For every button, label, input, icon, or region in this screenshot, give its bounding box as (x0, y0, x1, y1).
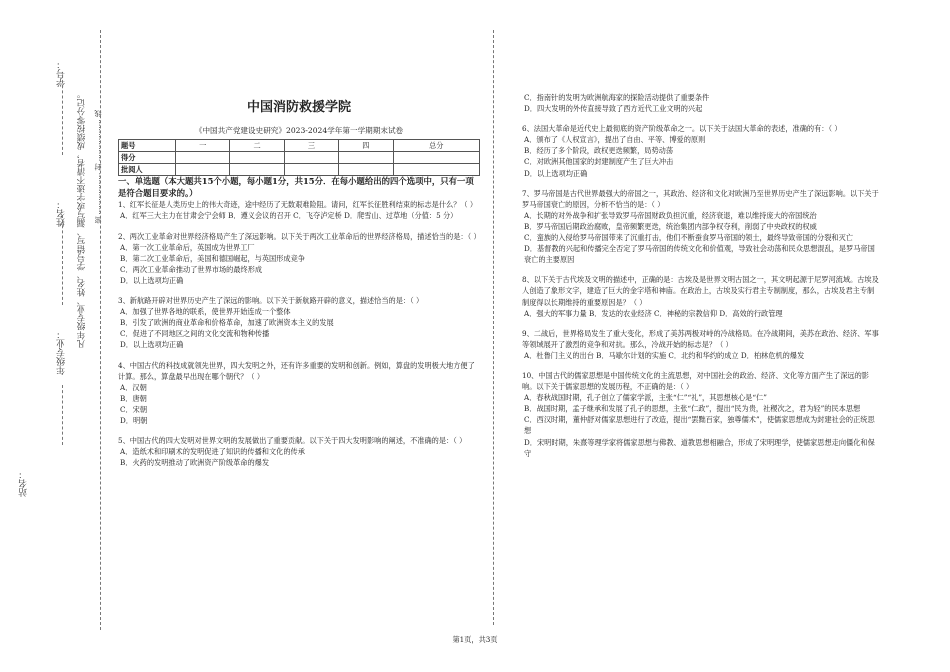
question-option: D．基督教的兴起和传播完全否定了罗马帝国的传统文化和价值观，导致社会动荡和民众思想混乱，是罗马帝国衰亡的主要原因 (524, 244, 875, 265)
question-stem: 9、二战后，世界格局发生了重大变化，形成了美苏两极对峙的冷战格局。在冷战期间，美苏在政治、经济、军事等领域展开了激烈的竞争和对抗。那么，冷战开始的标志是？（ ） (522, 328, 879, 349)
question-option: D．以上选项均正确 (120, 340, 184, 350)
question-option: A．颁布了《人权宣言》，提出了自由、平等、博爱的原则 (524, 135, 706, 145)
question-option: C．两次工业革命推动了世界市场的最终形成 (120, 264, 263, 274)
score-cell[interactable] (284, 164, 338, 176)
left-column (118, 100, 480, 468)
question-option: C．蛮族的入侵给罗马帝国带来了沉重打击，他们不断蚕食罗马帝国的领土，最终导致帝国的分裂和灭亡 (524, 233, 853, 243)
question-option: A．杜鲁门主义的出台 B．马歇尔计划的实施 C．北约和华约的成立 D．柏林危机的爆发 (524, 350, 805, 360)
score-table (118, 139, 480, 176)
question-option: B．罗马帝国后期政治腐败，皇帝频繁更迭，统治集团内部争权夺利，削弱了中央政权的权威 (524, 221, 817, 231)
question-option: B．引发了欧洲的商业革命和价格革命，加速了欧洲资本主义的发展 (120, 318, 334, 328)
score-cell[interactable] (176, 152, 230, 164)
column-divider (493, 30, 494, 625)
seal-line-text: 密 ……………… 封 ……………… 线 (94, 110, 102, 224)
question-option: D．四大发明的外传直接导致了西方近代工业文明的兴起 (524, 104, 703, 114)
question-stem: 1、红军长征是人类历史上的伟大奇迹，途中经历了无数艰难险阻。请问，红军长征胜利结束的标志是什么？（ ） (118, 200, 478, 210)
binding-line-grade (62, 385, 63, 445)
score-head-cell: 三 (284, 140, 338, 152)
question-stem: 4、中国古代的科技成就领先世界，四大发明之外，还有许多重要的发明和创新。例如，算盘的发明极大地方便了计算。那么，算盘最早出现在哪个朝代？（ ） (118, 360, 475, 381)
question-option: A．强大的军事力量 B．发达的农业经济 C．神秘的宗教信仰 D．高效的行政管理 (524, 308, 783, 318)
score-cell[interactable] (339, 152, 393, 164)
score-cell[interactable] (339, 164, 393, 176)
question-option: A．加强了世界各地的联系，使世界开始连成一个整体 (120, 307, 291, 317)
exam-room-label: 站名： (19, 470, 29, 497)
score-head-cell: 题号 (119, 140, 176, 152)
fill-warning: 凡年级专业、姓名、学号错写、漏写或字迹不清者，成绩按零分记。 (77, 90, 87, 348)
binding-line-id (62, 75, 63, 155)
question-option: C．促进了不同地区之间的文化交流和物种传播 (120, 329, 270, 339)
score-head-cell: 四 (339, 140, 393, 152)
section-heading: 一、单选题（本大题共15个小题，每小题1分，共15分．在每小题给出的四个选项中，只有一项是符合题目要求的。） (118, 176, 474, 198)
score-cell[interactable] (284, 152, 338, 164)
question-option: D．以上选项均正确 (524, 168, 588, 178)
question-option: A．红军三大主力在甘肃会宁会师 B．遵义会议的召开 C．飞夺泸定桥 D．爬雪山、过草地（分值：5 分） (120, 211, 458, 221)
score-cell[interactable] (393, 152, 479, 164)
question-option: A．汉朝 (120, 382, 147, 392)
question-option: B．火药的发明推动了欧洲资产阶级革命的爆发 (120, 458, 270, 468)
question-stem: 7、罗马帝国是古代世界最强大的帝国之一，其政治、经济和文化对欧洲乃至世界历史产生了深远影响。以下关于罗马帝国衰亡的原因，分析不恰当的是：（ ） (522, 188, 879, 209)
right-column (522, 92, 880, 459)
question-option: B．战国时期，孟子继承和发展了孔子的思想，主张“仁政”，提出“民为贵，社稷次之，君为轻”的民本思想 (524, 404, 861, 414)
question-option: C．西汉时期，董仲舒对儒家思想进行了改造，提出“罢黜百家，独尊儒术”，使儒家思想成为封建社会的正统思想 (524, 415, 875, 436)
question-option: B．第二次工业革命后，美国和德国崛起，与英国形成竞争 (120, 253, 305, 263)
question-option: D．以上选项均正确 (120, 275, 184, 285)
score-cell[interactable] (393, 164, 479, 176)
question-option: B．唐朝 (120, 393, 147, 403)
score-head-cell: 二 (230, 140, 284, 152)
score-cell[interactable] (230, 164, 284, 176)
score-row-label: 得分 (119, 152, 176, 164)
score-row (119, 152, 480, 164)
question-option: B．经历了多个阶段，政权更迭频繁，局势动荡 (524, 146, 674, 156)
reviewer-row (119, 164, 480, 176)
exam-subtitle: 《中国共产党建设史研究》2023-2024学年第一学期期末试卷 (194, 126, 404, 135)
question-option: A．春秋战国时期，孔子创立了儒家学派，主张“仁”“礼”，其思想核心是“仁” (524, 393, 767, 403)
grade-major-label: 年级专业： (57, 330, 67, 375)
question-option: A．造纸术和印刷术的发明促进了知识的传播和文化的传承 (120, 447, 305, 457)
seal-dashed-line (100, 30, 101, 630)
page-footer: 第1页，共3页 (452, 635, 498, 644)
binding-line-name (62, 215, 63, 305)
question-stem: 6、法国大革命是近代史上最彻底的资产阶级革命之一。以下关于法国大革命的表述，准确的有：（ ） (522, 124, 842, 134)
question-option: A．长期的对外战争和扩张导致罗马帝国财政负担沉重，经济衰退，难以维持庞大的帝国统治 (524, 210, 817, 220)
score-table-head (119, 140, 480, 152)
question-stem: 3、新航路开辟对世界历史产生了深远的影响。以下关于新航路开辟的意义，描述恰当的是：（ ） (118, 296, 424, 306)
score-row-label: 批阅人 (119, 164, 176, 176)
exam-title: 中国消防救援学院 (246, 100, 351, 115)
question-option: D．宋明时期，朱熹等理学家将儒家思想与佛教、道教思想相融合，形成了宋明理学，使儒家思想走向僵化和保守 (524, 437, 875, 458)
question-option: C．对欧洲其他国家的封建制度产生了巨大冲击 (524, 157, 674, 167)
score-cell[interactable] (230, 152, 284, 164)
question-stem: 10、中国古代的儒家思想是中国传统文化的主流思想，对中国社会的政治、经济、文化等方面产生了深远的影响。以下关于儒家思想的发展历程，不正确的是：（ ） (522, 370, 869, 392)
score-head-cell: 一 (176, 140, 230, 152)
question-option: C．宋朝 (120, 404, 148, 414)
question-option: D．明朝 (120, 415, 148, 425)
question-stem: 5、中国古代的四大发明对世界文明的发展做出了重要贡献。以下关于四大发明影响的阐述，不准确的是：（ ） (118, 436, 467, 446)
question-stem: 8、以下关于古代埃及文明的描述中，正确的是：古埃及是世界文明古国之一，其文明起源于尼罗河流域。古埃及人创造了象形文字，建造了巨大的金字塔和神庙。在政治上，古埃及实行君主专制制度，那么，古埃及君主专制制度得以长期维持的重要原因是？（ ） (522, 275, 879, 307)
question-stem: 2、两次工业革命对世界经济格局产生了深远影响。以下关于两次工业革命后的世界经济格局，描述恰当的是：（ ） (118, 231, 481, 241)
question-option: C．指南针的发明为欧洲航海家的探险活动提供了重要条件 (524, 93, 710, 102)
score-cell[interactable] (176, 164, 230, 176)
student-id-label: 学号： (57, 60, 67, 87)
question-option: A．第一次工业革命后，英国成为世界工厂 (120, 242, 255, 252)
score-head-cell: 总分 (393, 140, 479, 152)
name-label: 姓名： (57, 200, 67, 227)
